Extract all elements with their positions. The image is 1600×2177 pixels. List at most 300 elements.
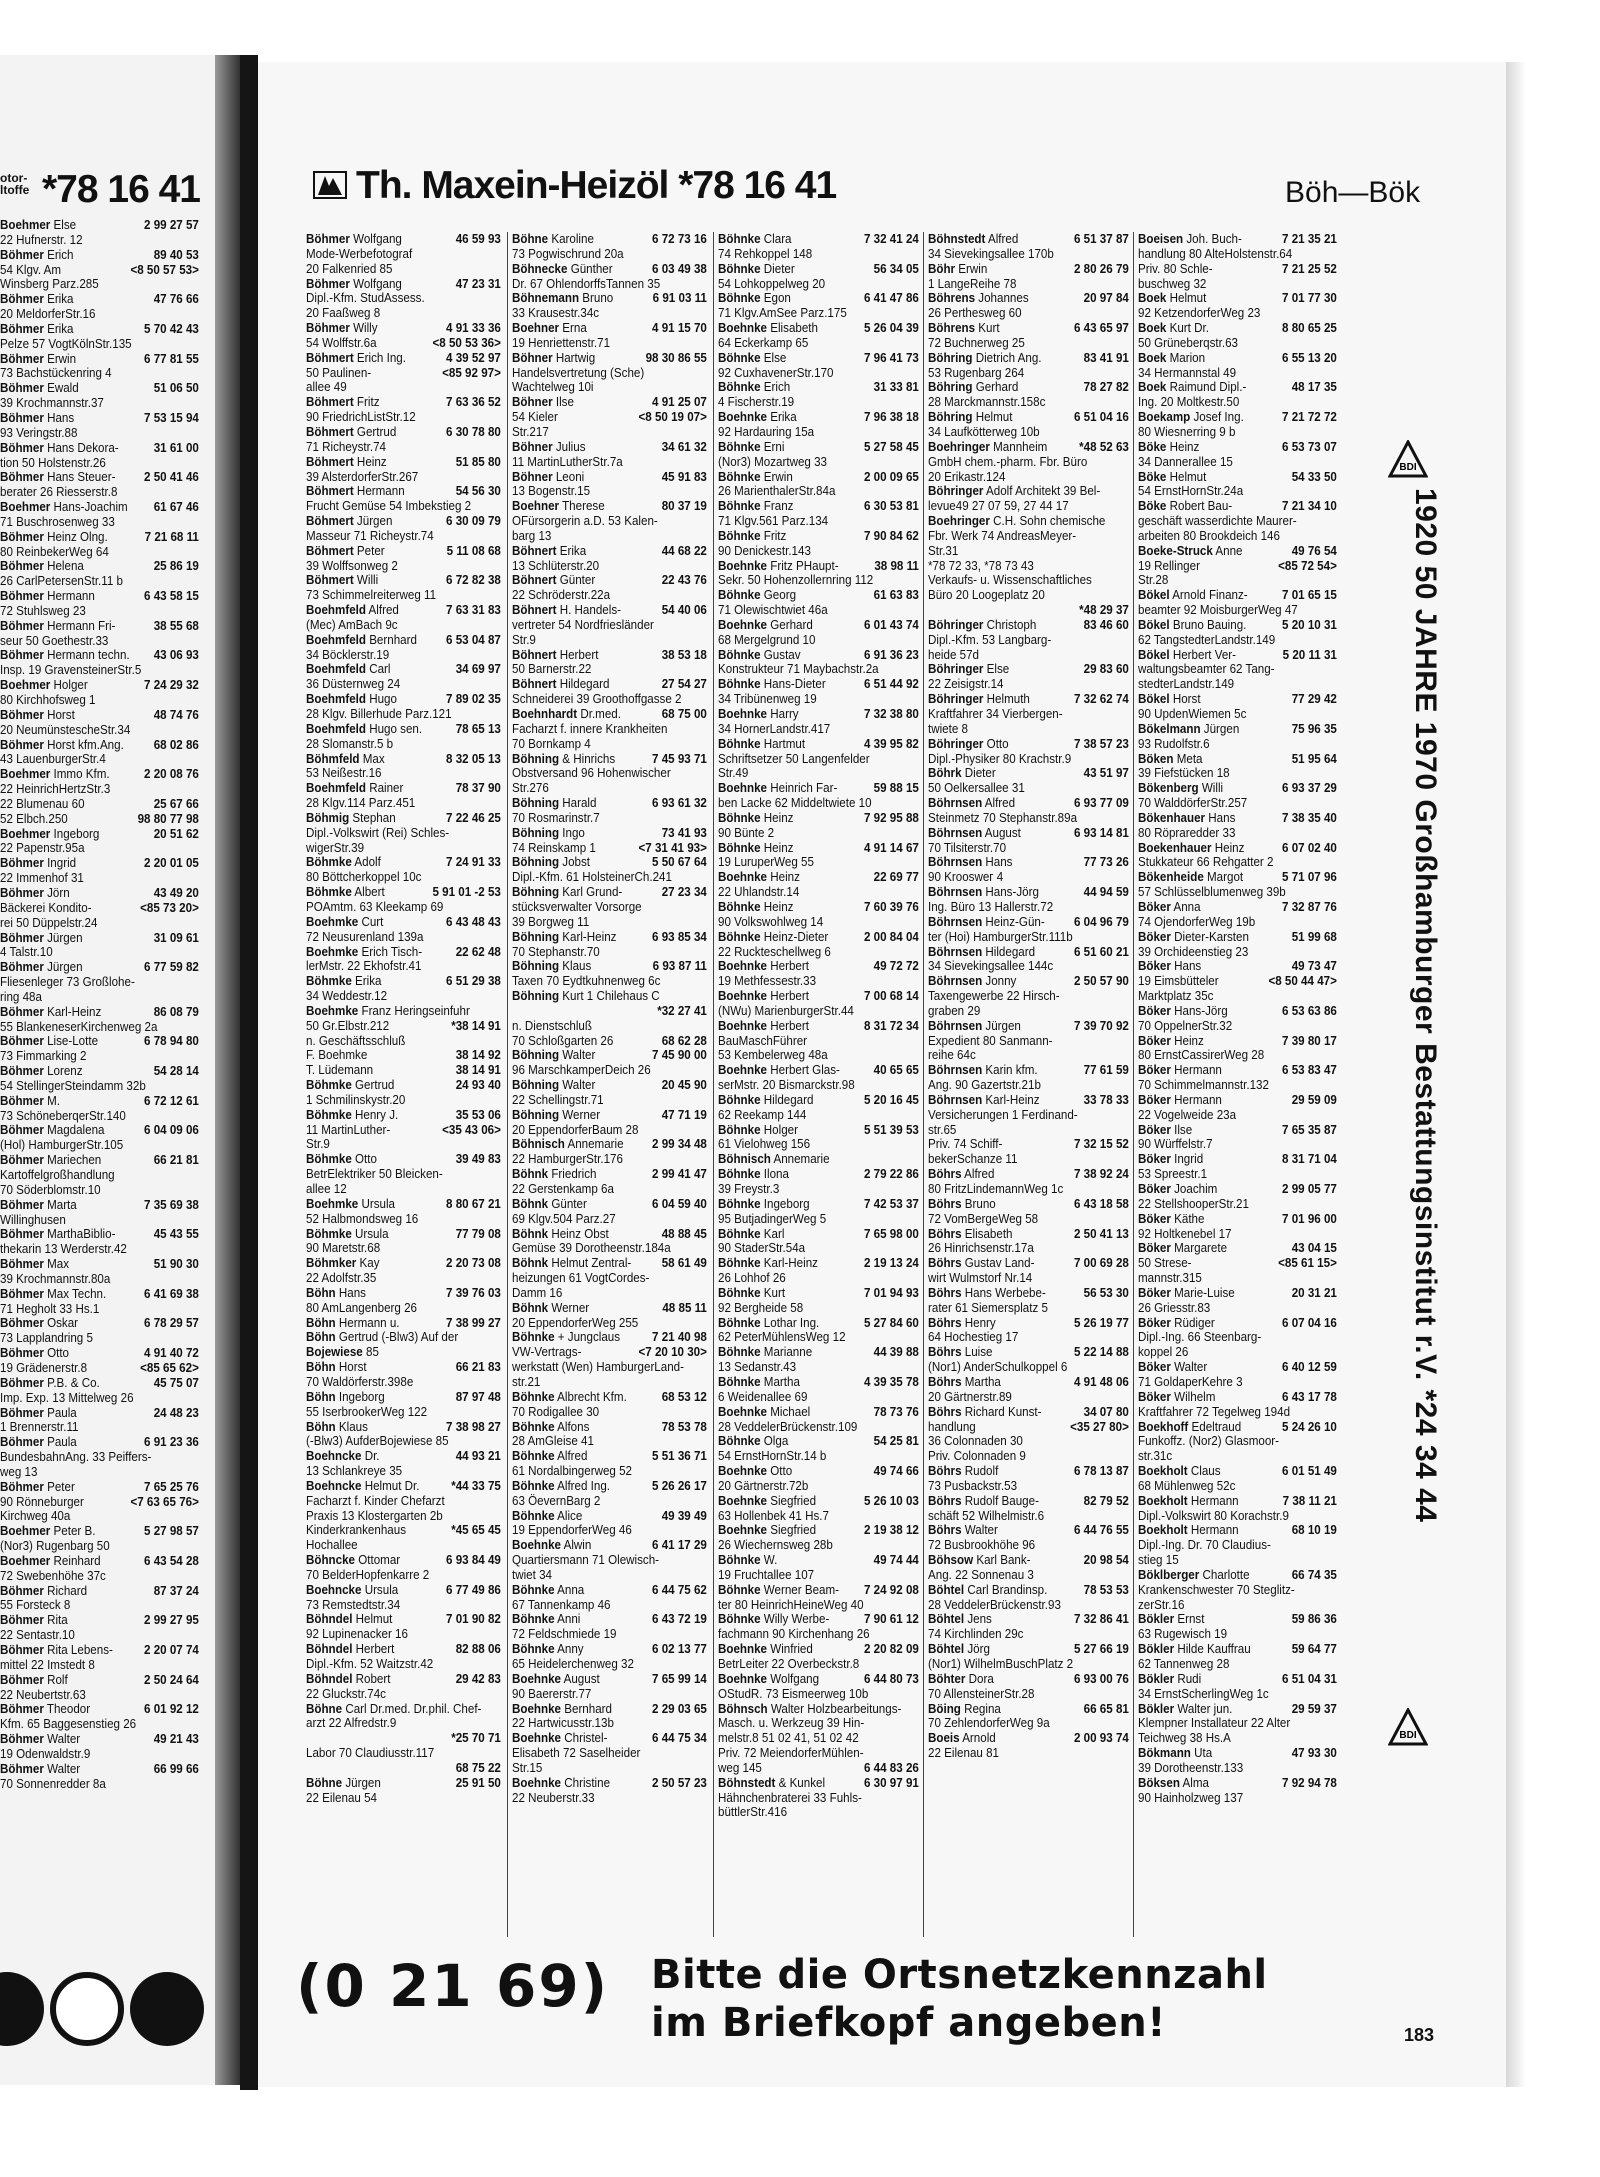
entry-text: Bökel Arnold Finanz- (1138, 588, 1248, 603)
list-item (512, 1108, 707, 1123)
phone-number: 7 21 25 52 (1282, 261, 1337, 276)
entry-text: Böhning Walter (512, 1078, 596, 1093)
phone-number: 6 72 12 61 (144, 1093, 199, 1108)
list-item (928, 1108, 1129, 1123)
list-item (928, 826, 1129, 841)
list-item (512, 1672, 707, 1687)
phone-number: 6 51 60 21 (1073, 944, 1129, 959)
entry-text: Böker Wilhelm (1138, 1389, 1216, 1404)
phone-number: 22 43 76 (661, 573, 707, 588)
list-item (928, 1345, 1129, 1360)
entry-text: levue49 27 07 59, 27 44 17 (928, 499, 1069, 514)
entry-text: Böhtel Jens (928, 1612, 992, 1627)
list-item (1138, 766, 1337, 781)
entry-text: Böhnert H. Handels- (512, 603, 621, 618)
entry-text: tion 50 Holstenstr.26 (0, 455, 106, 470)
entry-text: Verkaufs- u. Wissenschaftliches (928, 573, 1092, 588)
entry-text: Boek Kurt Dr. (1138, 321, 1209, 336)
phone-number: 4 91 40 72 (144, 1346, 199, 1361)
list-item (512, 1330, 707, 1345)
list-item (1138, 1212, 1337, 1227)
phone-number: 6 41 69 38 (144, 1286, 199, 1301)
list-item (1138, 1108, 1337, 1123)
entry-text: Böhnke Alfred (512, 1449, 588, 1464)
list-item (928, 692, 1129, 707)
entry-text: Böhmke Adolf (306, 855, 381, 870)
phone-number: 2 19 38 12 (863, 1523, 919, 1538)
list-item (718, 1227, 919, 1242)
list-item (0, 1391, 199, 1406)
entry-text: Böhnke Karl-Heinz (718, 1256, 818, 1271)
entry-text: 36 Düsternweg 24 (306, 677, 401, 692)
entry-text: Gemüse 39 Dorotheenstr.184a (512, 1241, 671, 1256)
phone-number: 7 53 15 94 (144, 410, 199, 425)
entry-text: Boehnke Winfried (718, 1642, 813, 1657)
phone-number: 43 04 15 (1291, 1241, 1337, 1256)
entry-text: Böhmer Lise-Lotte (0, 1034, 99, 1049)
phone-number: 68 53 12 (661, 1389, 707, 1404)
list-item (718, 544, 919, 559)
entry-text: Dipl.-Physiker 80 Krachstr.9 (928, 751, 1072, 766)
list-item (0, 337, 199, 352)
entry-text: beamter 92 MoisburgerWeg 47 (1138, 603, 1298, 618)
phone-number: 29 59 37 (1291, 1701, 1337, 1716)
entry-text: Boehner Erna (512, 321, 587, 336)
phone-number: 44 39 88 (873, 1345, 919, 1360)
phone-number: 7 21 34 10 (1282, 499, 1337, 514)
entry-text: Böhn Hans (306, 1285, 366, 1300)
phone-number: 2 20 73 08 (446, 1256, 501, 1271)
entry-text: Boehmke Curt (306, 914, 384, 929)
list-item (928, 1093, 1129, 1108)
phone-number: 7 90 84 62 (863, 528, 919, 543)
phone-number: 46 59 93 (455, 232, 501, 246)
list-item (0, 1628, 199, 1643)
list-item (928, 1227, 1129, 1242)
list-item (718, 588, 919, 603)
entry-text: Ing. Büro 13 Hallerstr.72 (928, 899, 1054, 914)
phone-number: 6 07 02 40 (1282, 840, 1337, 855)
entry-text: (Nor3) Rugenbarg 50 (0, 1539, 110, 1554)
entry-text: Böhmert Gertrud (306, 424, 397, 439)
list-item (512, 1019, 707, 1034)
list-item (512, 455, 707, 470)
phone-number: 4 39 35 78 (863, 1374, 919, 1389)
list-item (512, 752, 707, 767)
phone-number: 20 97 84 (1083, 291, 1129, 306)
list-item (0, 1227, 199, 1242)
list-item (1138, 796, 1337, 811)
entry-text: Boehnke Christine (512, 1775, 611, 1790)
entry-text: Böhrnsen Karin kfm. (928, 1063, 1038, 1078)
phone-number: 7 21 40 98 (652, 1330, 707, 1345)
entry-text: Boehnke Herbert (718, 959, 809, 974)
entry-text: Ing. 20 Moltkestr.50 (1138, 395, 1240, 410)
phone-number: <85 92 97> (442, 365, 501, 380)
phone-number: 7 38 98 27 (446, 1419, 501, 1434)
entry-text: Wachtelweg 10i (512, 380, 594, 395)
entry-text: 34 Sievekingsallee 144c (928, 959, 1054, 974)
list-item (928, 648, 1129, 663)
entry-text: 22 StellshooperStr.21 (1138, 1196, 1249, 1211)
entry-text: Böhmert Hermann (306, 484, 405, 499)
phone-number: 7 32 38 80 (863, 707, 919, 721)
list-item (512, 766, 707, 781)
list-item (0, 456, 199, 471)
phone-number: 20 51 62 (153, 826, 199, 841)
list-item (0, 485, 199, 500)
list-item (0, 1079, 199, 1094)
list-item (928, 247, 1129, 262)
phone-number: 6 44 80 73 (863, 1671, 919, 1686)
list-item (928, 380, 1129, 395)
entry-text: Böhner Hartwig (512, 350, 596, 365)
list-item (718, 855, 919, 870)
phone-number: 98 80 77 98 (137, 811, 199, 826)
list-item (928, 1509, 1129, 1524)
phone-number: 27 54 27 (661, 677, 707, 692)
entry-text: Böhmer Paula (0, 1435, 77, 1450)
list-item (718, 722, 919, 737)
list-item (512, 1078, 707, 1093)
entry-text: Böhning Walter (512, 1048, 596, 1063)
entry-text: 19 Henriettenstr.71 (512, 335, 611, 350)
entry-text: 22 Uhlandstr.14 (718, 885, 800, 900)
phone-number: 47 23 31 (455, 276, 501, 291)
entry-text: Boehmfeld Hugo (306, 692, 397, 707)
column-divider (1133, 232, 1134, 1937)
list-item (1138, 826, 1337, 841)
phone-number: 66 99 66 (153, 1761, 199, 1776)
list-item (718, 1360, 919, 1375)
entry-text: 72 Swebenhöhe 37c (0, 1568, 106, 1583)
phone-number: 6 93 00 76 (1073, 1671, 1129, 1686)
entry-text: 80 Wiesnerring 9 b (1138, 424, 1236, 439)
list-item (306, 484, 501, 499)
list-item (718, 291, 919, 306)
list-item (0, 871, 199, 886)
phone-number: 58 61 49 (661, 1256, 707, 1271)
list-item (512, 722, 707, 737)
svg-text:BDI: BDI (1399, 462, 1417, 473)
page-edge (1506, 62, 1526, 2087)
list-item (1138, 1360, 1337, 1375)
entry-text: 22 Zeisigstr.14 (928, 677, 1004, 692)
list-item (0, 1732, 199, 1747)
list-item (306, 1776, 501, 1791)
list-item (0, 1465, 199, 1480)
list-item (718, 870, 919, 885)
list-item (306, 1197, 501, 1212)
entry-text: 22 Vogelweide 23a (1138, 1107, 1237, 1122)
entry-text: 26 CarlPetersenStr.11 b (0, 574, 124, 589)
entry-text: 20 Gärtnerstr.72b (718, 1478, 809, 1493)
entry-text: 80 ReinbekerWeg 64 (0, 544, 109, 559)
list-item (512, 1449, 707, 1464)
list-item (0, 545, 199, 560)
list-item (512, 662, 707, 677)
entry-text: Böhmer Hans (0, 410, 75, 425)
entry-text: Fbr. Werk 74 AndreasMeyer- (928, 528, 1077, 543)
phone-number: *32 27 41 (657, 1003, 707, 1018)
list-item (0, 1435, 199, 1450)
list-item (306, 1256, 501, 1271)
list-item (718, 425, 919, 440)
entry-text: Labor 70 Claudiusstr.117 (306, 1746, 435, 1761)
phone-number: 7 65 99 14 (652, 1671, 707, 1686)
entry-text: Böhnk Werner (512, 1300, 590, 1315)
entry-text: Boehringer C.H. Sohn chemische (928, 514, 1106, 529)
entry-text: Böhnke Kurt (718, 1285, 786, 1300)
phone-number: 7 42 53 37 (863, 1196, 919, 1211)
phone-number: 7 24 29 32 (144, 678, 199, 693)
list-item (1138, 781, 1337, 796)
entry-text: 28 VeddelerBrückenstr.109 (718, 1419, 858, 1434)
entry-text: Böhn Hermann u. (306, 1315, 400, 1330)
list-item (0, 1554, 199, 1569)
list-item (306, 1761, 501, 1776)
list-item (928, 1241, 1129, 1256)
list-item (0, 841, 199, 856)
entry-text: Boehmfeld Hugo sen. (306, 721, 423, 736)
entry-text: Böhmke Otto (306, 1152, 377, 1167)
list-item (928, 603, 1129, 618)
directory-column-2 (512, 232, 708, 1805)
phone-number: 6 01 43 74 (863, 617, 919, 632)
list-item (0, 752, 199, 767)
entry-text: Böhnke Marianne (718, 1345, 813, 1360)
list-item (306, 499, 501, 514)
entry-text: Böker Rüdiger (1138, 1315, 1215, 1330)
entry-text: 54 Klgv. Am (0, 262, 62, 277)
phone-number: 24 93 40 (455, 1078, 501, 1093)
entry-text: 22 Gluckstr.74c (306, 1686, 386, 1701)
entry-text: 34 Weddestr.12 (306, 989, 388, 1004)
entry-text: Stukkateur 66 Rehgatter 2 (1138, 855, 1274, 870)
phone-number: 8 80 67 21 (446, 1196, 501, 1211)
list-item (928, 1746, 1129, 1761)
list-item (306, 544, 501, 559)
list-item (928, 766, 1129, 781)
phone-number: 39 49 83 (455, 1152, 501, 1167)
list-item (928, 1197, 1129, 1212)
entry-text: Böker Margarete (1138, 1241, 1228, 1256)
list-item (928, 707, 1129, 722)
list-item (0, 1406, 199, 1421)
list-item (0, 678, 199, 693)
entry-text: Böhnk Heinz Obst (512, 1226, 609, 1241)
caduceus-icon (130, 1972, 204, 2046)
entry-text: Böhmert Willi (306, 573, 379, 588)
list-item (0, 767, 199, 782)
entry-text: Boehmfeld Bernhard (306, 632, 417, 647)
list-item (512, 514, 707, 529)
list-item (1138, 1227, 1337, 1242)
list-item (512, 1479, 707, 1494)
entry-text: Masseur 71 Richeystr.74 (306, 528, 434, 543)
entry-text: 19 Eimsbütteler (1138, 974, 1219, 989)
list-item (512, 1227, 707, 1242)
entry-text: allee 12 (306, 1182, 347, 1196)
list-item (1138, 366, 1337, 381)
list-item (306, 1612, 501, 1627)
entry-text: ter 80 HeinrichHeineWeg 40 (718, 1597, 864, 1612)
entry-text: Funkoffz. (Nor2) Glasmoor- (1138, 1434, 1280, 1449)
list-item (1138, 1256, 1337, 1271)
entry-text: Böhnke Ilona (718, 1167, 789, 1182)
entry-text: 39 Krochmannstr.80a (0, 1271, 111, 1286)
phone-number: 2 20 08 76 (144, 767, 199, 782)
phone-number: 6 43 54 28 (144, 1553, 199, 1568)
entry-text: Böhtel Carl Brandinsp. (928, 1582, 1048, 1597)
page-range-label: Böh—Bök (1285, 176, 1421, 209)
list-item (1138, 900, 1337, 915)
phone-number: 2 50 24 64 (144, 1672, 199, 1687)
list-item (0, 856, 199, 871)
phone-number: 7 32 41 24 (863, 232, 919, 246)
list-item (1138, 470, 1337, 485)
entry-text: Priv. 74 Schiff- (928, 1137, 1003, 1152)
list-item (306, 514, 501, 529)
phone-number: 2 50 57 90 (1073, 974, 1129, 989)
list-item (306, 1330, 501, 1345)
list-item (0, 1598, 199, 1613)
entry-text: mittel 22 Imstedt 8 (0, 1657, 95, 1672)
entry-text: rater 61 Siemersplatz 5 (928, 1300, 1048, 1315)
list-item (512, 1212, 707, 1227)
entry-text: 13 Bogenstr.15 (512, 484, 591, 499)
list-item (1138, 870, 1337, 885)
list-item (1138, 1434, 1337, 1449)
phone-number: 66 74 35 (1291, 1567, 1337, 1582)
emblem-icon (0, 1972, 44, 2046)
phone-number: 6 51 04 16 (1073, 410, 1129, 425)
bdi-emblem-icon (1388, 1708, 1428, 1748)
entry-text: Böhmer Oskar (0, 1316, 79, 1331)
entry-text: Ang. 90 Gazertstr.21b (928, 1078, 1041, 1093)
entry-text: (Hol) HamburgerStr.105 (0, 1138, 124, 1153)
list-item (0, 1643, 199, 1658)
list-item (512, 1702, 707, 1717)
phone-number: 6 30 09 79 (446, 514, 501, 529)
list-item (0, 441, 199, 456)
phone-number: 25 67 66 (153, 796, 199, 811)
entry-text: waltungsbeamter 62 Tang- (1138, 662, 1275, 677)
list-item (718, 232, 919, 247)
list-item (306, 603, 501, 618)
entry-text: 34 Tribünenweg 19 (718, 692, 817, 707)
list-item (0, 1717, 199, 1732)
entry-text: 61 Vielohweg 156 (718, 1137, 811, 1152)
entry-text: 39 Borgweg 11 (512, 914, 590, 929)
entry-text: Böhmer Richard (0, 1583, 88, 1598)
list-item (928, 915, 1129, 930)
phone-number: 82 79 52 (1083, 1493, 1129, 1508)
entry-text: Böhncke Ottomar (306, 1553, 401, 1568)
list-item (718, 1449, 919, 1464)
entry-text: 34 Böcklerstr.19 (306, 647, 390, 662)
phone-number: 6 93 87 11 (652, 959, 707, 974)
entry-text: Böhnstedt Alfred (928, 232, 1019, 246)
entry-text: Böhnke Albrecht Kfm. (512, 1389, 627, 1404)
list-item (1138, 1286, 1337, 1301)
entry-text: Böhrnsen Hans-Jörg (928, 885, 1039, 900)
entry-text: wigerStr.39 (306, 840, 365, 855)
list-item (512, 1612, 707, 1627)
entry-text: Boeis Arnold (928, 1731, 996, 1746)
list-item (1138, 514, 1337, 529)
entry-text: Steinmetz 70 Stephanstr.89a (928, 810, 1078, 825)
entry-text: 93 Veringstr.88 (0, 425, 78, 440)
list-item (512, 544, 707, 559)
phone-number: 7 38 57 23 (1073, 736, 1129, 751)
phone-number: 47 93 30 (1291, 1746, 1337, 1761)
phone-number: 6 77 59 82 (144, 960, 199, 975)
entry-text: Böhne Jürgen (306, 1775, 381, 1790)
list-item (718, 380, 919, 395)
list-item (306, 915, 501, 930)
list-item (928, 262, 1129, 277)
phone-number: 7 00 68 14 (863, 989, 919, 1004)
entry-text: Böhmer Walter (0, 1761, 81, 1776)
entry-text: 70 BelderHopfenkarre 2 (306, 1567, 430, 1582)
phone-number: 7 63 36 52 (446, 395, 501, 410)
directory-column-5 (1138, 232, 1338, 1805)
flame-logo-icon (313, 170, 347, 200)
phone-number: 2 20 82 09 (863, 1642, 919, 1657)
entry-text: Boehnhardt Dr.med. (512, 707, 621, 721)
list-item (306, 455, 501, 470)
list-item (928, 425, 1129, 440)
list-item (928, 930, 1129, 945)
list-item (718, 1805, 919, 1820)
list-item (718, 1137, 919, 1152)
entry-text: Bökel Bruno Bauing. (1138, 617, 1247, 632)
entry-text: Böhrs Gustav Land- (928, 1256, 1035, 1271)
list-item (718, 1434, 919, 1449)
list-item (0, 589, 199, 604)
list-item (306, 900, 501, 915)
phone-number: 7 01 96 00 (1282, 1211, 1337, 1226)
list-item (1138, 291, 1337, 306)
entry-text: Böhne Karoline (512, 232, 594, 246)
phone-number: 87 97 48 (455, 1389, 501, 1404)
list-item (928, 1212, 1129, 1227)
entry-text: Böhmer Erika (0, 321, 74, 336)
list-item (512, 1509, 707, 1524)
list-item (0, 1702, 199, 1717)
entry-text: Böhmer Walter (0, 1732, 81, 1747)
list-item (306, 1227, 501, 1242)
phone-number: 7 45 93 71 (652, 751, 707, 766)
entry-text: serMstr. 20 Bismarckstr.98 (718, 1078, 855, 1093)
entry-text: 34 ErnstScherlingWeg 1c (1138, 1686, 1269, 1701)
list-item (0, 1747, 199, 1762)
entry-text: Boehmer Peter B. (0, 1524, 96, 1539)
entry-text: Bökler Rudi (1138, 1671, 1202, 1686)
entry-text: 22 Ruckteschellweg 6 (718, 944, 831, 959)
entry-text: 69 Klgv.504 Parz.27 (512, 1211, 616, 1226)
entry-text: Böhmke Gertrud (306, 1078, 395, 1093)
phone-number: 68 02 86 (153, 737, 199, 752)
entry-text: (Nor1) WilhelmBuschPlatz 2 (928, 1657, 1074, 1671)
directory-column-4 (928, 232, 1130, 1761)
left-page-column (0, 218, 200, 1791)
list-item (512, 1598, 707, 1613)
entry-text: melstr.8 51 02 41, 51 02 42 (718, 1731, 859, 1746)
entry-text: Böhmer Jürgen (0, 930, 83, 945)
list-item (718, 1078, 919, 1093)
